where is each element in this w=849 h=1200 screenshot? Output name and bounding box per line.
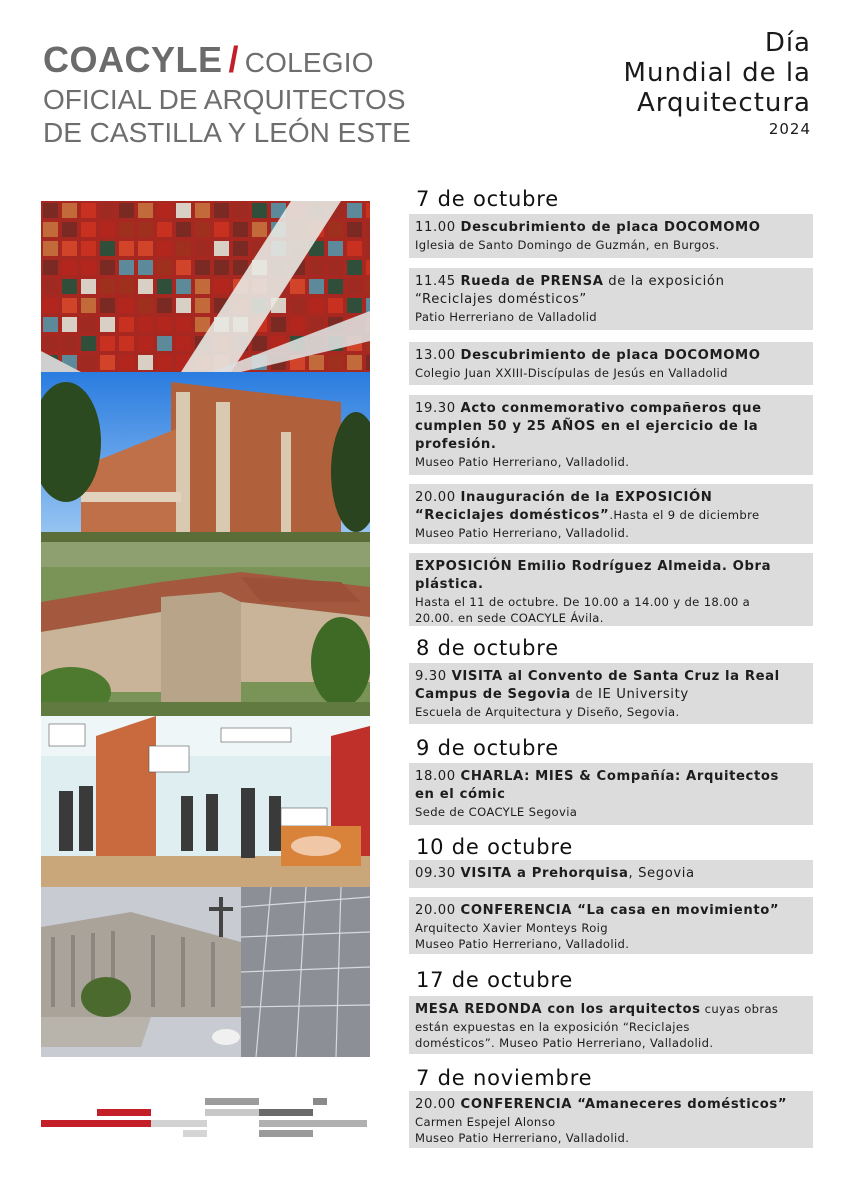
logo-brand: COACYLE <box>43 39 223 80</box>
convent-aerial-photo <box>41 542 370 716</box>
event-place: Museo Patio Herreriano, Valladolid. <box>415 1131 630 1145</box>
deco-bar <box>259 1130 313 1137</box>
event-title: EXPOSICIÓN Emilio Rodríguez Almeida. Obra <box>415 559 772 574</box>
event-item <box>409 860 813 888</box>
event-title-line-2: “Reciclajes domésticos” <box>415 292 587 307</box>
event-title-rest: de IE University <box>570 687 689 702</box>
event-title: Descubrimiento de placa DOCOMOMO <box>460 348 761 363</box>
event-item <box>409 897 813 954</box>
event-title-line-3: profesión. <box>415 437 497 452</box>
date-heading: 7 de noviembre <box>416 1066 593 1090</box>
mosaic-photo <box>41 201 370 372</box>
comic-panel-image <box>41 716 370 887</box>
event-place: Museo Patio Herreriano, Valladolid. <box>415 937 630 951</box>
event-title: CONFERENCIA “La casa en movimiento” <box>460 903 780 918</box>
event-place: Colegio Juan XXIII-Discípulas de Jesús en Valladolid <box>415 366 728 380</box>
event-item <box>409 395 813 475</box>
event-title-line-2: Mundial de la <box>623 58 811 88</box>
event-place: están expuestas en la exposición “Reciclajes <box>415 1020 690 1034</box>
event-place: Iglesia de Santo Domingo de Guzmán, en Burgos. <box>415 238 720 252</box>
deco-bar <box>41 1120 151 1127</box>
deco-bar <box>151 1120 207 1127</box>
event-speaker: Carmen Espejel Alonso <box>415 1115 556 1129</box>
event-note: .Hasta el 9 de diciembre <box>609 508 760 522</box>
event-title-rest: de la exposición <box>603 274 725 289</box>
logo-line-1 <box>43 40 383 83</box>
event-title: Inauguración de la EXPOSICIÓN <box>460 490 713 505</box>
event-place: Patio Herreriano de Valladolid <box>415 310 598 324</box>
event-place-line-2: domésticos”. Museo Patio Herreriano, Valladolid. <box>415 1036 714 1050</box>
event-title-line-2: cumplen 50 y 25 AÑOS en el ejercicio de la <box>415 419 759 434</box>
event-title-rest: cuyas obras <box>700 1002 779 1016</box>
deco-bar <box>205 1098 259 1105</box>
deco-bar <box>259 1109 313 1116</box>
event-title-line-3: Arquitectura <box>636 88 811 118</box>
coacyle-logo <box>43 39 411 149</box>
event-item <box>409 214 813 258</box>
event-item <box>409 484 813 544</box>
event-title-line-2: en el cómic <box>415 787 506 802</box>
event-time: 19.30 <box>415 401 461 416</box>
event-title: CHARLA: MIES & Compañía: Arquitectos <box>460 769 779 784</box>
date-heading: 8 de octubre <box>416 636 559 660</box>
event-place: Sede de COACYLE Segovia <box>415 805 578 819</box>
deco-bar <box>97 1109 151 1116</box>
event-time: 11.45 <box>415 274 461 289</box>
event-title-rest: , Segovia <box>628 866 695 881</box>
event-title: MESA REDONDA con los arquitectos <box>415 1002 701 1017</box>
event-item <box>409 763 813 825</box>
event-place: Museo Patio Herreriano, Valladolid. <box>415 455 630 469</box>
date-heading: 10 de octubre <box>416 835 574 859</box>
event-time: 13.00 <box>415 348 461 363</box>
deco-bar <box>259 1120 367 1127</box>
event-speaker: Arquitecto Xavier Monteys Roig <box>415 921 608 935</box>
event-time: 11.00 <box>415 220 461 235</box>
brick-church-photo <box>41 372 370 542</box>
event-item <box>409 996 813 1054</box>
event-title: VISITA a Prehorquisa <box>460 866 629 881</box>
event-title: Rueda de PRENSA <box>460 274 604 289</box>
modern-church-photo <box>41 887 370 1057</box>
event-time: 20.00 <box>415 490 461 505</box>
deco-bar <box>205 1109 259 1116</box>
event-time: 9.30 <box>415 669 452 684</box>
date-heading: 7 de octubre <box>416 187 559 211</box>
decorative-bars <box>41 1096 371 1140</box>
event-item <box>409 268 813 330</box>
logo-slash: / <box>228 39 239 80</box>
date-heading: 17 de octubre <box>416 968 574 992</box>
event-place: Hasta el 11 de octubre. De 10.00 a 14.00 y de 18.00 a <box>415 595 751 609</box>
date-heading: 9 de octubre <box>416 736 559 760</box>
deco-bar <box>313 1098 327 1105</box>
event-time: 20.00 <box>415 903 461 918</box>
event-title: VISITA al Convento de Santa Cruz la Real <box>451 669 780 684</box>
event-year: 2024 <box>768 120 811 138</box>
deco-bar <box>183 1130 207 1137</box>
event-title: Descubrimiento de placa DOCOMOMO <box>460 220 761 235</box>
event-time: 20.00 <box>415 1097 461 1112</box>
event-title-line-2: “Reciclajes domésticos” <box>415 508 610 523</box>
photo-column <box>41 201 370 1057</box>
event-place: Museo Patio Herreriano, Valladolid. <box>415 526 630 540</box>
event-time: 18.00 <box>415 769 461 784</box>
event-item <box>409 553 813 626</box>
logo-line1-rest: COLEGIO <box>244 47 374 78</box>
event-item <box>409 663 813 724</box>
logo-line-2: OFICIAL DE ARQUITECTOS <box>43 84 406 115</box>
event-place-line-2: 20.00. en sede COACYLE Ávila. <box>415 611 604 625</box>
event-title-line-2: plástica. <box>415 577 484 592</box>
event-item <box>409 342 813 385</box>
logo-line-3: DE CASTILLA Y LEÓN ESTE <box>43 117 411 148</box>
event-title: Acto conmemorativo compañeros que <box>460 401 762 416</box>
event-title: CONFERENCIA “Amaneceres domésticos” <box>460 1097 788 1112</box>
event-item <box>409 1091 813 1148</box>
event-title-line-1: Día <box>764 28 811 58</box>
event-title <box>624 28 811 138</box>
event-title-line-2: Campus de Segovia <box>415 687 571 702</box>
event-time: 09.30 <box>415 866 461 881</box>
event-place: Escuela de Arquitectura y Diseño, Segovia. <box>415 705 680 719</box>
